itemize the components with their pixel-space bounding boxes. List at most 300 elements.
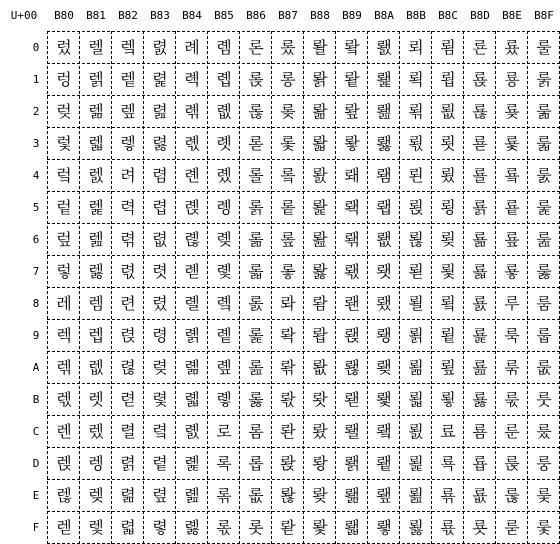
glyph-cell[interactable]: 롗 <box>216 262 232 281</box>
glyph-cell[interactable]: 렣 <box>120 134 136 153</box>
glyph-cell[interactable]: 롊 <box>184 358 200 377</box>
grid-horizontal-line <box>47 447 560 448</box>
glyph-cell[interactable]: 뢭 <box>376 454 392 473</box>
glyph-cell[interactable]: 룕 <box>472 198 488 217</box>
glyph-cell[interactable]: 룉 <box>440 326 456 345</box>
grid-vertical-line <box>495 31 496 544</box>
glyph-cell[interactable]: 롙 <box>216 326 232 345</box>
column-header: B8E <box>502 9 522 22</box>
glyph-cell[interactable]: 뢄 <box>312 166 328 185</box>
glyph-cell[interactable]: 롏 <box>184 518 200 537</box>
glyph-cell[interactable]: 론 <box>248 38 264 57</box>
glyph-cell[interactable]: 롌 <box>184 422 200 441</box>
glyph-cell[interactable]: 렄 <box>56 166 72 185</box>
glyph-cell[interactable]: 룽 <box>536 454 552 473</box>
glyph-cell[interactable]: 렓 <box>88 134 104 153</box>
glyph-cell[interactable]: 렕 <box>88 198 104 217</box>
row-header: C <box>32 425 40 438</box>
glyph-cell[interactable]: 롡 <box>248 70 264 89</box>
glyph-cell[interactable]: 룖 <box>472 230 488 249</box>
glyph-cell[interactable]: 록 <box>216 454 232 473</box>
glyph-cell[interactable]: 렇 <box>56 262 72 281</box>
glyph-cell[interactable]: 루 <box>504 294 520 313</box>
column-header: B80 <box>54 9 74 22</box>
glyph-cell[interactable]: 룤 <box>504 166 520 185</box>
glyph-cell[interactable]: 렁 <box>56 70 72 89</box>
glyph-cell[interactable]: 롹 <box>280 326 296 345</box>
glyph-cell[interactable]: 렙 <box>88 326 104 345</box>
glyph-cell[interactable]: 렂 <box>56 102 72 121</box>
glyph-cell[interactable]: 렝 <box>88 454 104 473</box>
glyph-cell[interactable]: 룍 <box>440 454 456 473</box>
glyph-cell[interactable]: 렮 <box>120 486 136 505</box>
glyph-cell[interactable]: 렢 <box>120 102 136 121</box>
column-header: B87 <box>278 9 298 22</box>
glyph-cell[interactable]: 롈 <box>184 294 200 313</box>
glyph-cell[interactable]: 룊 <box>440 358 456 377</box>
glyph-cell[interactable]: 뢓 <box>344 134 360 153</box>
glyph-cell[interactable]: 렾 <box>152 486 168 505</box>
row-header: 6 <box>32 233 40 246</box>
glyph-cell[interactable]: 렼 <box>152 422 168 441</box>
glyph-cell[interactable]: 뢙 <box>344 326 360 345</box>
glyph-cell[interactable]: 뢖 <box>344 230 360 249</box>
glyph-cell[interactable]: 룵 <box>536 198 552 217</box>
grid-horizontal-line <box>47 479 560 480</box>
column-header: B8D <box>470 9 490 22</box>
glyph-cell[interactable]: 뢹 <box>408 326 424 345</box>
glyph-cell[interactable]: 롾 <box>280 486 296 505</box>
glyph-cell[interactable]: 룢 <box>504 102 520 121</box>
glyph-cell[interactable]: 렸 <box>152 294 168 313</box>
grid-vertical-line <box>431 31 432 544</box>
glyph-cell[interactable]: 롚 <box>216 358 232 377</box>
glyph-cell[interactable]: 렫 <box>120 390 136 409</box>
glyph-cell[interactable]: 뢅 <box>312 198 328 217</box>
glyph-cell[interactable]: 롲 <box>280 102 296 121</box>
glyph-cell[interactable]: 뢢 <box>376 102 392 121</box>
glyph-cell[interactable]: 롭 <box>248 454 264 473</box>
glyph-cell[interactable]: 룄 <box>440 166 456 185</box>
glyph-cell[interactable]: 뢋 <box>312 390 328 409</box>
glyph-cell[interactable]: 렰 <box>152 38 168 57</box>
glyph-cell[interactable]: 뢬 <box>376 422 392 441</box>
glyph-cell[interactable]: 렴 <box>152 166 168 185</box>
glyph-cell[interactable]: 뢎 <box>312 486 328 505</box>
glyph-cell[interactable]: 뢞 <box>344 486 360 505</box>
glyph-cell[interactable]: 렅 <box>56 198 72 217</box>
column-header: B89 <box>342 9 362 22</box>
glyph-cell[interactable]: 렜 <box>88 422 104 441</box>
glyph-cell[interactable]: 룏 <box>440 518 456 537</box>
glyph-cell[interactable]: 뢌 <box>312 422 328 441</box>
glyph-cell[interactable]: 뢝 <box>344 454 360 473</box>
glyph-cell[interactable]: 뢾 <box>408 486 424 505</box>
glyph-cell[interactable]: 뢧 <box>376 262 392 281</box>
row-header: 7 <box>32 265 40 278</box>
glyph-cell[interactable]: 렽 <box>152 454 168 473</box>
glyph-cell[interactable]: 룮 <box>504 486 520 505</box>
glyph-cell[interactable]: 롒 <box>216 102 232 121</box>
glyph-cell[interactable]: 뢏 <box>312 518 328 537</box>
glyph-cell[interactable]: 뢜 <box>344 422 360 441</box>
glyph-cell[interactable]: 롍 <box>184 454 200 473</box>
glyph-cell[interactable]: 룹 <box>536 326 552 345</box>
row-header: 0 <box>32 41 40 54</box>
glyph-cell[interactable]: 롥 <box>248 198 264 217</box>
glyph-cell[interactable]: 레 <box>56 294 72 313</box>
glyph-cell[interactable]: 뢘 <box>344 294 360 313</box>
glyph-cell[interactable]: 롛 <box>216 390 232 409</box>
glyph-cell[interactable]: 롖 <box>216 230 232 249</box>
glyph-cell[interactable]: 룞 <box>472 486 488 505</box>
glyph-cell[interactable]: 렿 <box>152 518 168 537</box>
glyph-cell[interactable]: 룿 <box>536 518 552 537</box>
glyph-cell[interactable]: 룰 <box>536 38 552 57</box>
glyph-cell[interactable]: 롳 <box>280 134 296 153</box>
glyph-cell[interactable]: 뢫 <box>376 390 392 409</box>
glyph-cell[interactable]: 룺 <box>536 358 552 377</box>
glyph-cell[interactable]: 뢚 <box>344 358 360 377</box>
glyph-cell[interactable]: 뢣 <box>376 134 392 153</box>
glyph-cell[interactable]: 뢿 <box>408 518 424 537</box>
glyph-cell[interactable]: 뢼 <box>408 422 424 441</box>
glyph-cell[interactable]: 령 <box>152 326 168 345</box>
glyph-cell[interactable]: 뢁 <box>312 70 328 89</box>
glyph-cell[interactable]: 렭 <box>120 454 136 473</box>
column-header: B85 <box>214 9 234 22</box>
glyph-cell[interactable]: 룾 <box>536 486 552 505</box>
glyph-cell[interactable]: 렪 <box>120 358 136 377</box>
column-header: B84 <box>182 9 202 22</box>
glyph-cell[interactable]: 롼 <box>280 422 296 441</box>
grid-horizontal-line <box>47 511 560 512</box>
glyph-cell[interactable]: 룭 <box>504 454 520 473</box>
glyph-cell[interactable]: 렲 <box>152 102 168 121</box>
glyph-cell[interactable]: 룋 <box>440 390 456 409</box>
glyph-cell[interactable]: 렐 <box>88 38 104 57</box>
glyph-cell[interactable]: 롿 <box>280 518 296 537</box>
glyph-cell[interactable]: 롩 <box>248 326 264 345</box>
glyph-cell[interactable]: 뢻 <box>408 390 424 409</box>
glyph-cell[interactable]: 롢 <box>248 102 264 121</box>
glyph-cell[interactable]: 례 <box>184 38 200 57</box>
glyph-cell[interactable]: 룃 <box>440 134 456 153</box>
glyph-cell[interactable]: 롶 <box>280 230 296 249</box>
glyph-cell[interactable]: 뢔 <box>344 166 360 185</box>
glyph-cell[interactable]: 뢺 <box>408 358 424 377</box>
row-header: 5 <box>32 201 40 214</box>
glyph-cell[interactable]: 렍 <box>56 454 72 473</box>
glyph-cell[interactable]: 룂 <box>440 102 456 121</box>
glyph-cell[interactable]: 롪 <box>248 358 264 377</box>
column-header: B86 <box>246 9 266 22</box>
glyph-cell[interactable]: 렷 <box>152 262 168 281</box>
glyph-cell[interactable]: 롓 <box>216 134 232 153</box>
glyph-cell[interactable]: 롂 <box>184 102 200 121</box>
glyph-cell[interactable]: 렵 <box>152 198 168 217</box>
grid-horizontal-line <box>47 383 560 384</box>
glyph-cell[interactable]: 롟 <box>216 518 232 537</box>
glyph-cell[interactable]: 뢂 <box>312 102 328 121</box>
glyph-cell[interactable]: 뢱 <box>408 70 424 89</box>
glyph-cell[interactable]: 뢵 <box>408 198 424 217</box>
glyph-cell[interactable]: 룀 <box>440 38 456 57</box>
glyph-cell[interactable]: 렊 <box>56 358 72 377</box>
glyph-cell[interactable]: 롆 <box>184 230 200 249</box>
glyph-cell[interactable]: 뢑 <box>344 70 360 89</box>
glyph-cell[interactable]: 뢊 <box>312 358 328 377</box>
glyph-cell[interactable]: 롑 <box>216 70 232 89</box>
glyph-cell[interactable]: 룅 <box>440 198 456 217</box>
glyph-cell[interactable]: 롞 <box>216 486 232 505</box>
glyph-cell[interactable]: 뢐 <box>344 38 360 57</box>
grid-vertical-line <box>399 31 400 544</box>
glyph-cell[interactable]: 롱 <box>280 70 296 89</box>
glyph-cell[interactable]: 룶 <box>536 230 552 249</box>
glyph-cell[interactable]: 렗 <box>88 262 104 281</box>
glyph-cell[interactable]: 뢴 <box>408 166 424 185</box>
glyph-cell[interactable]: 롨 <box>248 294 264 313</box>
glyph-cell[interactable]: 력 <box>120 198 136 217</box>
row-header: 3 <box>32 137 40 150</box>
glyph-cell[interactable]: 뢛 <box>344 390 360 409</box>
glyph-cell[interactable]: 뢲 <box>408 102 424 121</box>
glyph-cell[interactable]: 려 <box>120 166 136 185</box>
glyph-cell[interactable]: 뢇 <box>312 262 328 281</box>
glyph-cell[interactable]: 뢩 <box>376 326 392 345</box>
glyph-cell[interactable]: 롷 <box>280 262 296 281</box>
glyph-cell[interactable]: 렖 <box>88 230 104 249</box>
glyph-cell[interactable]: 룷 <box>536 262 552 281</box>
row-header: F <box>32 521 40 534</box>
glyph-cell[interactable]: 룱 <box>536 70 552 89</box>
glyph-cell[interactable]: 렚 <box>88 358 104 377</box>
corner-label: U+00 <box>10 9 38 22</box>
glyph-cell[interactable]: 롵 <box>280 198 296 217</box>
glyph-cell[interactable]: 롧 <box>248 262 264 281</box>
glyph-cell[interactable]: 룧 <box>504 262 520 281</box>
glyph-cell[interactable]: 룩 <box>504 326 520 345</box>
glyph-cell[interactable]: 뢶 <box>408 230 424 249</box>
glyph-cell[interactable]: 뢗 <box>344 262 360 281</box>
glyph-cell[interactable]: 렞 <box>88 486 104 505</box>
glyph-cell[interactable]: 렆 <box>56 230 72 249</box>
glyph-cell[interactable]: 룁 <box>440 70 456 89</box>
glyph-cell[interactable]: 뢕 <box>344 198 360 217</box>
glyph-cell[interactable]: 룬 <box>504 422 520 441</box>
glyph-cell[interactable]: 룫 <box>504 390 520 409</box>
glyph-cell[interactable]: 룠 <box>504 38 520 57</box>
glyph-cell[interactable]: 렉 <box>56 326 72 345</box>
glyph-cell[interactable]: 렦 <box>120 230 136 249</box>
glyph-cell[interactable]: 롔 <box>216 166 232 185</box>
grid-horizontal-line <box>47 287 560 288</box>
glyph-cell[interactable]: 렋 <box>56 390 72 409</box>
glyph-cell[interactable]: 렘 <box>88 294 104 313</box>
glyph-cell[interactable]: 뢪 <box>376 358 392 377</box>
glyph-cell[interactable]: 뢈 <box>312 294 328 313</box>
glyph-cell[interactable]: 룣 <box>504 134 520 153</box>
glyph-cell[interactable]: 롣 <box>248 134 264 153</box>
glyph-cell[interactable]: 뢨 <box>376 294 392 313</box>
glyph-cell[interactable]: 룥 <box>504 198 520 217</box>
glyph-cell[interactable]: 룇 <box>440 262 456 281</box>
glyph-cell[interactable]: 롯 <box>248 518 264 537</box>
glyph-cell[interactable]: 렟 <box>88 518 104 537</box>
glyph-cell[interactable]: 뢟 <box>344 518 360 537</box>
glyph-cell[interactable]: 뢆 <box>312 230 328 249</box>
glyph-cell[interactable]: 뢯 <box>376 518 392 537</box>
glyph-cell[interactable]: 룜 <box>472 422 488 441</box>
glyph-cell[interactable]: 뢰 <box>408 38 424 57</box>
glyph-cell[interactable]: 룘 <box>472 294 488 313</box>
glyph-cell[interactable]: 룒 <box>472 102 488 121</box>
glyph-cell[interactable]: 롇 <box>184 262 200 281</box>
glyph-cell[interactable]: 렬 <box>120 422 136 441</box>
glyph-cell[interactable]: 뢦 <box>376 230 392 249</box>
glyph-cell[interactable]: 룈 <box>440 294 456 313</box>
glyph-cell[interactable]: 련 <box>120 294 136 313</box>
glyph-cell[interactable]: 롫 <box>248 390 264 409</box>
row-header: 1 <box>32 73 40 86</box>
glyph-cell[interactable]: 룗 <box>472 262 488 281</box>
glyph-cell[interactable]: 뢒 <box>344 102 360 121</box>
glyph-cell[interactable]: 렎 <box>56 486 72 505</box>
glyph-cell[interactable]: 렡 <box>120 70 136 89</box>
grid-vertical-line <box>463 31 464 544</box>
glyph-cell[interactable]: 렳 <box>152 134 168 153</box>
glyph-cell[interactable]: 렶 <box>152 230 168 249</box>
glyph-cell[interactable]: 룎 <box>440 486 456 505</box>
row-header: A <box>32 361 40 374</box>
column-header: B82 <box>118 9 138 22</box>
glyph-cell[interactable]: 룐 <box>472 38 488 57</box>
glyph-cell[interactable]: 뢠 <box>376 38 392 57</box>
glyph-cell[interactable]: 렺 <box>152 358 168 377</box>
glyph-cell[interactable]: 롋 <box>184 390 200 409</box>
glyph-cell[interactable]: 룯 <box>504 518 520 537</box>
glyph-cell[interactable]: 룻 <box>536 390 552 409</box>
glyph-cell[interactable]: 롮 <box>248 486 264 505</box>
glyph-cell[interactable]: 료 <box>440 422 456 441</box>
glyph-cell[interactable]: 롦 <box>248 230 264 249</box>
glyph-cell[interactable]: 룦 <box>504 230 520 249</box>
grid-horizontal-line <box>47 415 560 416</box>
row-header: 9 <box>32 329 40 342</box>
glyph-cell[interactable]: 렧 <box>120 262 136 281</box>
glyph-cell[interactable]: 롤 <box>248 166 264 185</box>
glyph-cell[interactable]: 렻 <box>152 390 168 409</box>
glyph-cell[interactable]: 뢥 <box>376 198 392 217</box>
grid-horizontal-line <box>47 319 560 320</box>
glyph-cell[interactable]: 롅 <box>184 198 200 217</box>
column-header: B8C <box>438 9 458 22</box>
glyph-cell[interactable]: 렩 <box>120 326 136 345</box>
glyph-cell[interactable]: 룴 <box>536 166 552 185</box>
glyph-cell[interactable]: 롴 <box>280 166 296 185</box>
glyph-cell[interactable]: 롻 <box>280 390 296 409</box>
glyph-cell[interactable]: 룑 <box>472 70 488 89</box>
glyph-cell[interactable]: 룸 <box>536 294 552 313</box>
glyph-cell[interactable]: 룝 <box>472 454 488 473</box>
glyph-cell[interactable]: 뢀 <box>312 38 328 57</box>
glyph-cell[interactable]: 룚 <box>472 358 488 377</box>
glyph-cell[interactable]: 뢍 <box>312 454 328 473</box>
glyph-cell[interactable]: 렀 <box>56 38 72 57</box>
glyph-cell[interactable]: 렱 <box>152 70 168 89</box>
glyph-cell[interactable]: 롽 <box>280 454 296 473</box>
grid-vertical-line <box>335 31 336 544</box>
glyph-cell[interactable]: 룙 <box>472 326 488 345</box>
glyph-cell[interactable]: 뢮 <box>376 486 392 505</box>
grid-horizontal-line <box>47 351 560 352</box>
glyph-cell[interactable]: 뢷 <box>408 262 424 281</box>
glyph-cell[interactable]: 룟 <box>472 518 488 537</box>
glyph-cell[interactable]: 룼 <box>536 422 552 441</box>
glyph-cell[interactable]: 뢃 <box>312 134 328 153</box>
column-header: B8F <box>534 9 554 22</box>
row-header: B <box>32 393 40 406</box>
glyph-cell[interactable]: 렌 <box>56 422 72 441</box>
glyph-cell[interactable]: 렠 <box>120 38 136 57</box>
glyph-cell[interactable]: 로 <box>216 422 232 441</box>
glyph-cell[interactable]: 롁 <box>184 70 200 89</box>
glyph-cell[interactable]: 룓 <box>472 134 488 153</box>
glyph-cell[interactable]: 룡 <box>504 70 520 89</box>
glyph-cell[interactable]: 룳 <box>536 134 552 153</box>
glyph-cell[interactable]: 롘 <box>216 294 232 313</box>
glyph-cell[interactable]: 룛 <box>472 390 488 409</box>
glyph-cell[interactable]: 렛 <box>88 390 104 409</box>
glyph-cell[interactable]: 렃 <box>56 134 72 153</box>
column-header: B8B <box>406 9 426 22</box>
column-header: B88 <box>310 9 330 22</box>
glyph-cell[interactable]: 뢸 <box>408 294 424 313</box>
column-header: B81 <box>86 9 106 22</box>
glyph-cell[interactable]: 롐 <box>216 38 232 57</box>
glyph-cell[interactable]: 렔 <box>88 166 104 185</box>
glyph-cell[interactable]: 롎 <box>184 486 200 505</box>
glyph-cell[interactable]: 룔 <box>472 166 488 185</box>
glyph-cell[interactable]: 룆 <box>440 230 456 249</box>
glyph-cell[interactable]: 롬 <box>248 422 264 441</box>
glyph-cell[interactable]: 롕 <box>216 198 232 217</box>
glyph-cell[interactable]: 뢽 <box>408 454 424 473</box>
glyph-cell[interactable]: 롄 <box>184 166 200 185</box>
glyph-cell[interactable]: 렏 <box>56 518 72 537</box>
glyph-cell[interactable]: 롃 <box>184 134 200 153</box>
column-header: B8A <box>374 9 394 22</box>
glyph-cell[interactable]: 롺 <box>280 358 296 377</box>
glyph-cell[interactable]: 룪 <box>504 358 520 377</box>
glyph-cell[interactable]: 렒 <box>88 102 104 121</box>
glyph-cell[interactable]: 롰 <box>280 38 296 57</box>
glyph-cell[interactable]: 롸 <box>280 294 296 313</box>
grid-vertical-line <box>527 31 528 544</box>
row-header: 2 <box>32 105 40 118</box>
glyph-cell[interactable]: 뢡 <box>376 70 392 89</box>
glyph-cell[interactable]: 뢉 <box>312 326 328 345</box>
glyph-cell[interactable]: 뢤 <box>376 166 392 185</box>
glyph-cell[interactable]: 롉 <box>184 326 200 345</box>
glyph-cell[interactable]: 룲 <box>536 102 552 121</box>
glyph-cell[interactable]: 뢳 <box>408 134 424 153</box>
glyph-cell[interactable]: 렯 <box>120 518 136 537</box>
glyph-cell[interactable]: 렑 <box>88 70 104 89</box>
grid-vertical-line <box>367 31 368 544</box>
row-header: 8 <box>32 297 40 310</box>
